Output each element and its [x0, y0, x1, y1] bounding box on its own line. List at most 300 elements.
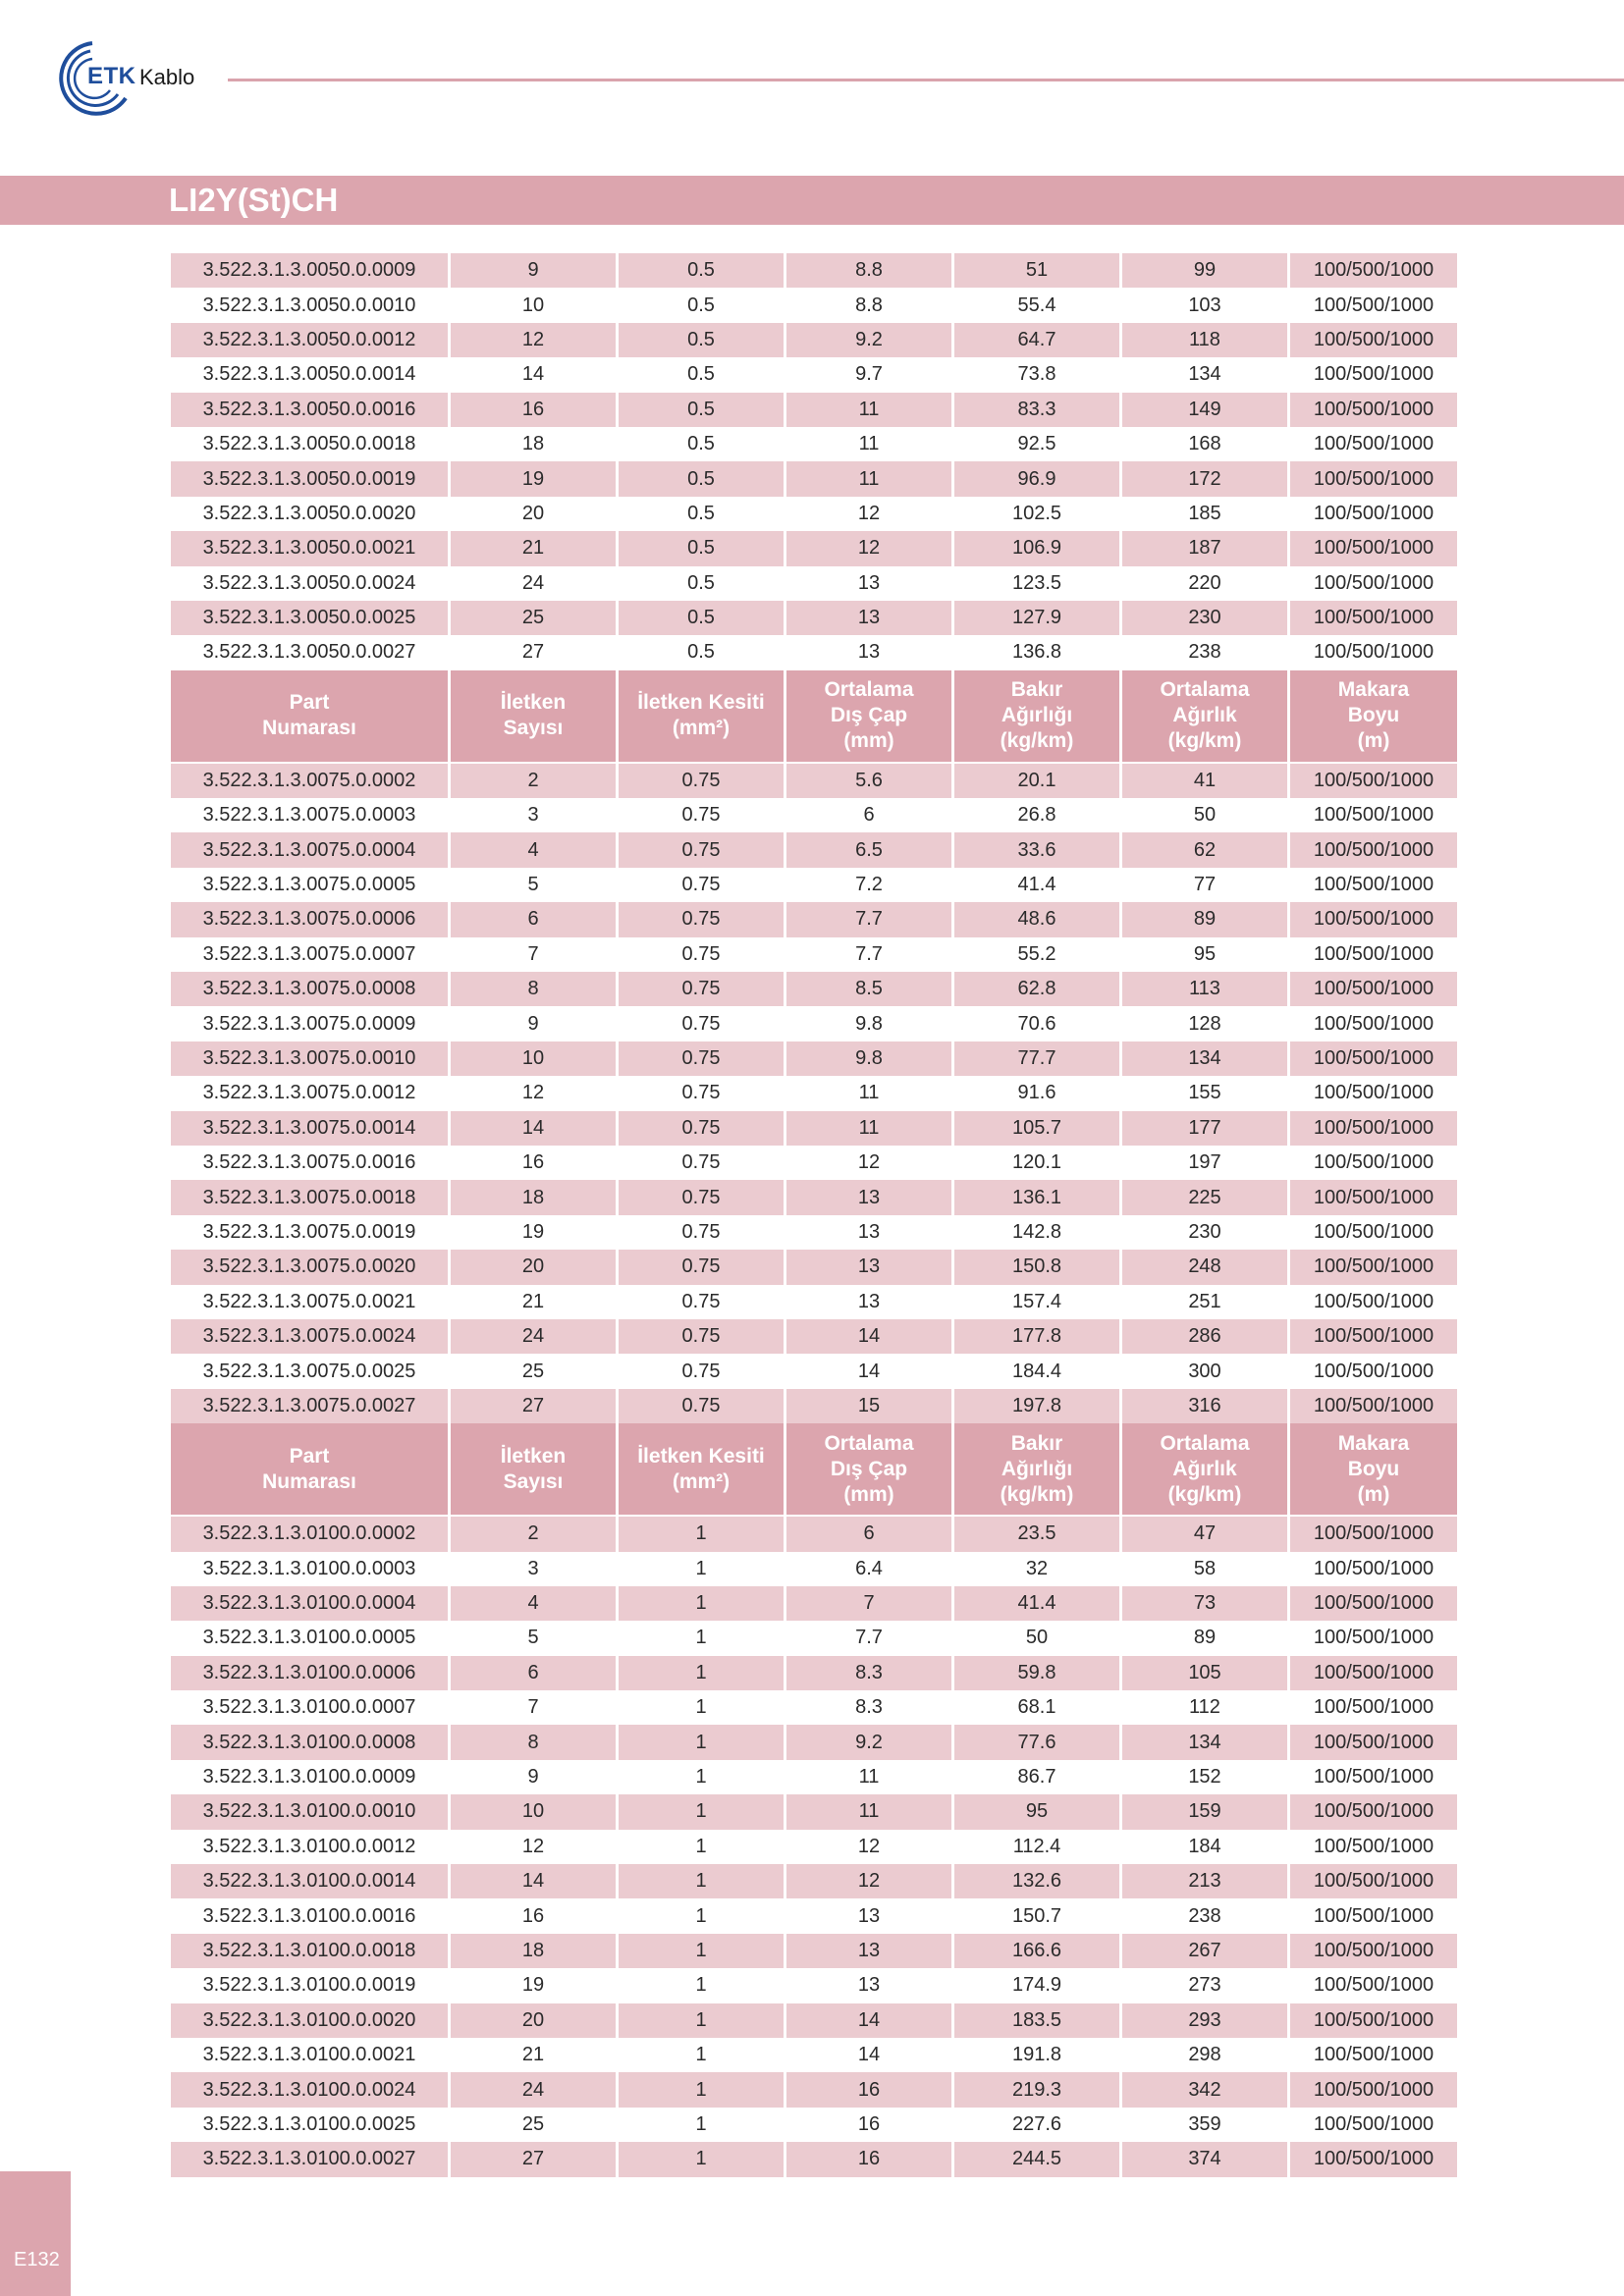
table-cell: 14: [786, 1354, 954, 1388]
table-cell: 9: [451, 1006, 619, 1041]
table-cell: 13: [786, 1215, 954, 1250]
table-cell: 136.1: [954, 1180, 1122, 1214]
table-cell: 100/500/1000: [1290, 1586, 1457, 1621]
table-cell: 62.8: [954, 972, 1122, 1006]
table-cell: 3.522.3.1.3.0100.0.0014: [171, 1864, 451, 1898]
table-cell: 9: [451, 1760, 619, 1794]
table-cell: 11: [786, 427, 954, 461]
table-cell: 3.522.3.1.3.0075.0.0014: [171, 1111, 451, 1146]
table-cell: 100/500/1000: [1290, 2142, 1457, 2176]
column-header: Part Numarası: [171, 670, 451, 762]
table-cell: 100/500/1000: [1290, 1968, 1457, 2002]
table-cell: 1: [619, 2142, 786, 2176]
table-row: [171, 1111, 1457, 1146]
table-cell: 3.522.3.1.3.0050.0.0024: [171, 566, 451, 601]
table-cell: 13: [786, 1968, 954, 2002]
table-cell: 168: [1122, 427, 1290, 461]
table-row: [171, 497, 1457, 531]
table-cell: 100/500/1000: [1290, 1389, 1457, 1423]
table-cell: 16: [451, 1146, 619, 1180]
column-header: Ortalama Ağırlık (kg/km): [1122, 670, 1290, 762]
table-cell: 16: [451, 1898, 619, 1933]
table-row: [171, 1285, 1457, 1319]
table-cell: 3.522.3.1.3.0075.0.0010: [171, 1041, 451, 1076]
table-cell: 248: [1122, 1250, 1290, 1284]
table-cell: 18: [451, 1934, 619, 1968]
table-row: [171, 902, 1457, 936]
table-cell: 70.6: [954, 1006, 1122, 1041]
table-cell: 8.3: [786, 1690, 954, 1725]
table-cell: 1: [619, 1725, 786, 1759]
table-cell: 0.75: [619, 764, 786, 798]
table-cell: 0.5: [619, 531, 786, 565]
table-cell: 4: [451, 832, 619, 867]
column-header: Bakır Ağırlığı (kg/km): [954, 670, 1122, 762]
table-cell: 13: [786, 635, 954, 669]
table-row: [171, 1586, 1457, 1621]
table-cell: 120.1: [954, 1146, 1122, 1180]
table-cell: 132.6: [954, 1864, 1122, 1898]
table-cell: 24: [451, 2072, 619, 2107]
table-cell: 3.522.3.1.3.0050.0.0021: [171, 531, 451, 565]
table-cell: 150.8: [954, 1250, 1122, 1284]
table-cell: 0.75: [619, 1250, 786, 1284]
table-cell: 0.5: [619, 357, 786, 392]
table-cell: 1: [619, 1586, 786, 1621]
table-cell: 16: [786, 2108, 954, 2142]
table-cell: 0.5: [619, 566, 786, 601]
column-header: Makara Boyu (m): [1290, 670, 1457, 762]
cable-spec-table: [171, 253, 1457, 2177]
table-cell: 3.522.3.1.3.0075.0.0004: [171, 832, 451, 867]
table-cell: 62: [1122, 832, 1290, 867]
table-cell: 100/500/1000: [1290, 1656, 1457, 1690]
table-row: [171, 1006, 1457, 1041]
table-cell: 100/500/1000: [1290, 288, 1457, 322]
table-cell: 14: [786, 1319, 954, 1354]
table-row: [171, 288, 1457, 322]
table-cell: 100/500/1000: [1290, 393, 1457, 427]
column-header: Makara Boyu (m): [1290, 1423, 1457, 1515]
table-cell: 1: [619, 1760, 786, 1794]
table-cell: 191.8: [954, 2038, 1122, 2072]
table-cell: 100/500/1000: [1290, 1250, 1457, 1284]
table-cell: 3.522.3.1.3.0075.0.0008: [171, 972, 451, 1006]
table-cell: 3.522.3.1.3.0075.0.0009: [171, 1006, 451, 1041]
table-cell: 0.75: [619, 937, 786, 972]
table-cell: 1: [619, 2038, 786, 2072]
table-cell: 2: [451, 1517, 619, 1551]
table-cell: 3.522.3.1.3.0075.0.0020: [171, 1250, 451, 1284]
table-cell: 3: [451, 1552, 619, 1586]
table-cell: 3.522.3.1.3.0100.0.0012: [171, 1830, 451, 1864]
table-cell: 100/500/1000: [1290, 357, 1457, 392]
table-cell: 41: [1122, 764, 1290, 798]
table-cell: 20: [451, 1250, 619, 1284]
table-cell: 134: [1122, 1041, 1290, 1076]
table-cell: 12: [451, 1076, 619, 1110]
table-row: [171, 832, 1457, 867]
table-cell: 10: [451, 1041, 619, 1076]
table-cell: 7: [451, 937, 619, 972]
table-cell: 3.522.3.1.3.0050.0.0014: [171, 357, 451, 392]
column-header: Bakır Ağırlığı (kg/km): [954, 1423, 1122, 1515]
table-cell: 105: [1122, 1656, 1290, 1690]
page-tab: [0, 2171, 71, 2296]
table-cell: 100/500/1000: [1290, 1180, 1457, 1214]
table-cell: 23.5: [954, 1517, 1122, 1551]
table-cell: 25: [451, 1354, 619, 1388]
table-cell: 5.6: [786, 764, 954, 798]
table-cell: 3.522.3.1.3.0050.0.0012: [171, 323, 451, 357]
table-cell: 15: [786, 1389, 954, 1423]
table-cell: 155: [1122, 1076, 1290, 1110]
table-cell: 16: [786, 2072, 954, 2107]
table-cell: 12: [786, 531, 954, 565]
table-cell: 136.8: [954, 635, 1122, 669]
table-row: [171, 2003, 1457, 2038]
table-cell: 3.522.3.1.3.0075.0.0018: [171, 1180, 451, 1214]
table-cell: 3.522.3.1.3.0100.0.0009: [171, 1760, 451, 1794]
table-cell: 1: [619, 1690, 786, 1725]
table-cell: 127.9: [954, 601, 1122, 635]
table-cell: 0.5: [619, 253, 786, 288]
table-cell: 89: [1122, 902, 1290, 936]
table-cell: 3.522.3.1.3.0100.0.0025: [171, 2108, 451, 2142]
table-cell: 359: [1122, 2108, 1290, 2142]
table-cell: 238: [1122, 635, 1290, 669]
table-cell: 106.9: [954, 531, 1122, 565]
table-cell: 134: [1122, 357, 1290, 392]
table-cell: 112.4: [954, 1830, 1122, 1864]
table-row: [171, 1725, 1457, 1759]
table-cell: 59.8: [954, 1656, 1122, 1690]
table-cell: 100/500/1000: [1290, 868, 1457, 902]
table-cell: 3.522.3.1.3.0050.0.0016: [171, 393, 451, 427]
table-cell: 1: [619, 2072, 786, 2107]
column-header: İletken Kesiti (mm²): [619, 1423, 786, 1515]
table-cell: 3.522.3.1.3.0075.0.0006: [171, 902, 451, 936]
table-row: [171, 427, 1457, 461]
logo-word: Kablo: [139, 65, 195, 89]
table-cell: 25: [451, 601, 619, 635]
table-cell: 1: [619, 1656, 786, 1690]
table-cell: 100/500/1000: [1290, 1517, 1457, 1551]
table-row: [171, 1552, 1457, 1586]
table-cell: 13: [786, 601, 954, 635]
table-cell: 13: [786, 1250, 954, 1284]
table-row: [171, 1830, 1457, 1864]
table-cell: 3.522.3.1.3.0100.0.0016: [171, 1898, 451, 1933]
table-cell: 13: [786, 1898, 954, 1933]
table-cell: 100/500/1000: [1290, 1354, 1457, 1388]
table-cell: 100/500/1000: [1290, 1794, 1457, 1829]
table-cell: 174.9: [954, 1968, 1122, 2002]
table-cell: 41.4: [954, 868, 1122, 902]
table-cell: 11: [786, 1076, 954, 1110]
table-cell: 100/500/1000: [1290, 635, 1457, 669]
table-cell: 12: [786, 1146, 954, 1180]
table-cell: 55.2: [954, 937, 1122, 972]
table-row: [171, 1968, 1457, 2002]
table-cell: 0.5: [619, 427, 786, 461]
column-header: İletken Sayısı: [451, 670, 619, 762]
table-cell: 100/500/1000: [1290, 497, 1457, 531]
table-row: [171, 357, 1457, 392]
table-cell: 100/500/1000: [1290, 1285, 1457, 1319]
table-cell: 128: [1122, 1006, 1290, 1041]
table-cell: 0.5: [619, 393, 786, 427]
table-cell: 9.2: [786, 323, 954, 357]
table-cell: 73.8: [954, 357, 1122, 392]
table-cell: 47: [1122, 1517, 1290, 1551]
table-cell: 152: [1122, 1760, 1290, 1794]
table-cell: 14: [786, 2038, 954, 2072]
table-row: [171, 1864, 1457, 1898]
table-cell: 100/500/1000: [1290, 1898, 1457, 1933]
table-cell: 100/500/1000: [1290, 1319, 1457, 1354]
table-cell: 0.75: [619, 1389, 786, 1423]
table-cell: 238: [1122, 1898, 1290, 1933]
table-cell: 11: [786, 1760, 954, 1794]
table-cell: 77.6: [954, 1725, 1122, 1759]
table-cell: 19: [451, 1968, 619, 2002]
table-cell: 3.522.3.1.3.0075.0.0024: [171, 1319, 451, 1354]
table-row: [171, 972, 1457, 1006]
table-cell: 184.4: [954, 1354, 1122, 1388]
table-row: [171, 566, 1457, 601]
table-cell: 1: [619, 2003, 786, 2038]
table-cell: 197.8: [954, 1389, 1122, 1423]
table-row: [171, 253, 1457, 288]
table-cell: 342: [1122, 2072, 1290, 2107]
table-cell: 184: [1122, 1830, 1290, 1864]
table-cell: 177.8: [954, 1319, 1122, 1354]
table-row: [171, 1319, 1457, 1354]
table-row: [171, 1250, 1457, 1284]
table-cell: 134: [1122, 1725, 1290, 1759]
table-cell: 225: [1122, 1180, 1290, 1214]
table-cell: 19: [451, 1215, 619, 1250]
table-cell: 8: [451, 1725, 619, 1759]
table-cell: 3.522.3.1.3.0050.0.0020: [171, 497, 451, 531]
table-cell: 100/500/1000: [1290, 937, 1457, 972]
table-cell: 0.75: [619, 1076, 786, 1110]
table-cell: 300: [1122, 1354, 1290, 1388]
table-cell: 219.3: [954, 2072, 1122, 2107]
table-cell: 64.7: [954, 323, 1122, 357]
table-cell: 103: [1122, 288, 1290, 322]
table-row: [171, 1215, 1457, 1250]
table-cell: 0.5: [619, 601, 786, 635]
logo-mark: ETK: [87, 63, 136, 89]
table-cell: 118: [1122, 323, 1290, 357]
table-cell: 0.5: [619, 635, 786, 669]
table-cell: 3.522.3.1.3.0100.0.0004: [171, 1586, 451, 1621]
table-cell: 100/500/1000: [1290, 2072, 1457, 2107]
table-cell: 92.5: [954, 427, 1122, 461]
table-cell: 3.522.3.1.3.0100.0.0020: [171, 2003, 451, 2038]
table-cell: 3.522.3.1.3.0050.0.0019: [171, 461, 451, 496]
table-cell: 12: [786, 1830, 954, 1864]
table-cell: 16: [786, 2142, 954, 2176]
table-cell: 0.75: [619, 832, 786, 867]
column-header: Ortalama Dış Çap (mm): [786, 1423, 954, 1515]
table-row: [171, 1354, 1457, 1388]
table-cell: 14: [451, 1864, 619, 1898]
table-cell: 286: [1122, 1319, 1290, 1354]
table-cell: 113: [1122, 972, 1290, 1006]
column-header: İletken Kesiti (mm²): [619, 670, 786, 762]
table-cell: 6: [786, 798, 954, 832]
table-cell: 3.522.3.1.3.0100.0.0008: [171, 1725, 451, 1759]
table-row: [171, 601, 1457, 635]
table-cell: 12: [786, 497, 954, 531]
table-cell: 0.75: [619, 868, 786, 902]
table-cell: 0.75: [619, 1006, 786, 1041]
table-cell: 100/500/1000: [1290, 1864, 1457, 1898]
table-cell: 9: [451, 253, 619, 288]
table-row: [171, 323, 1457, 357]
table-cell: 100/500/1000: [1290, 1215, 1457, 1250]
table-cell: 8: [451, 972, 619, 1006]
table-cell: 7: [451, 1690, 619, 1725]
table-cell: 100/500/1000: [1290, 1934, 1457, 1968]
table-cell: 100/500/1000: [1290, 902, 1457, 936]
column-header: Part Numarası: [171, 1423, 451, 1515]
table-cell: 4: [451, 1586, 619, 1621]
table-cell: 8.8: [786, 288, 954, 322]
table-cell: 244.5: [954, 2142, 1122, 2176]
table-cell: 0.75: [619, 1180, 786, 1214]
table-cell: 55.4: [954, 288, 1122, 322]
table-cell: 21: [451, 1285, 619, 1319]
table-cell: 293: [1122, 2003, 1290, 2038]
table-cell: 220: [1122, 566, 1290, 601]
table-cell: 9.8: [786, 1041, 954, 1076]
column-header: Ortalama Ağırlık (kg/km): [1122, 1423, 1290, 1515]
table-cell: 3.522.3.1.3.0075.0.0019: [171, 1215, 451, 1250]
page-title: LI2Y(St)CH: [169, 182, 339, 218]
table-row: [171, 1041, 1457, 1076]
table-cell: 100/500/1000: [1290, 1552, 1457, 1586]
table-cell: 0.75: [619, 1146, 786, 1180]
table-cell: 1: [619, 1934, 786, 1968]
table-cell: 230: [1122, 1215, 1290, 1250]
table-cell: 3.522.3.1.3.0050.0.0009: [171, 253, 451, 288]
table-cell: 298: [1122, 2038, 1290, 2072]
table-cell: 185: [1122, 497, 1290, 531]
table-cell: 100/500/1000: [1290, 764, 1457, 798]
table-cell: 19: [451, 461, 619, 496]
table-row: [171, 461, 1457, 496]
table-cell: 58: [1122, 1552, 1290, 1586]
table-cell: 3.522.3.1.3.0050.0.0010: [171, 288, 451, 322]
table-cell: 1: [619, 1517, 786, 1551]
table-cell: 8.8: [786, 253, 954, 288]
table-cell: 11: [786, 393, 954, 427]
table-cell: 7.2: [786, 868, 954, 902]
table-cell: 100/500/1000: [1290, 1041, 1457, 1076]
table-cell: 1: [619, 1552, 786, 1586]
table-row: [171, 868, 1457, 902]
table-cell: 3.522.3.1.3.0050.0.0018: [171, 427, 451, 461]
table-cell: 8.3: [786, 1656, 954, 1690]
table-cell: 20.1: [954, 764, 1122, 798]
table-row: [171, 2108, 1457, 2142]
table-cell: 3.522.3.1.3.0100.0.0027: [171, 2142, 451, 2176]
table-cell: 6: [451, 902, 619, 936]
table-cell: 100/500/1000: [1290, 1076, 1457, 1110]
table-cell: 3.522.3.1.3.0100.0.0021: [171, 2038, 451, 2072]
table-cell: 213: [1122, 1864, 1290, 1898]
table-row: [171, 635, 1457, 669]
table-cell: 13: [786, 1180, 954, 1214]
table-row: [171, 1180, 1457, 1214]
table-cell: 3.522.3.1.3.0100.0.0007: [171, 1690, 451, 1725]
table-cell: 3.522.3.1.3.0075.0.0003: [171, 798, 451, 832]
table-row: [171, 531, 1457, 565]
table-cell: 3.522.3.1.3.0100.0.0005: [171, 1621, 451, 1655]
table-cell: 13: [786, 1285, 954, 1319]
table-cell: 3.522.3.1.3.0100.0.0018: [171, 1934, 451, 1968]
table-row: [171, 798, 1457, 832]
table-cell: 21: [451, 2038, 619, 2072]
table-row: [171, 2142, 1457, 2176]
table-cell: 100/500/1000: [1290, 1690, 1457, 1725]
table-cell: 100/500/1000: [1290, 253, 1457, 288]
table-row: [171, 1656, 1457, 1690]
table-row: [171, 2072, 1457, 2107]
table-cell: 24: [451, 566, 619, 601]
table-cell: 26.8: [954, 798, 1122, 832]
table-cell: 6.4: [786, 1552, 954, 1586]
table-cell: 16: [451, 393, 619, 427]
table-cell: 86.7: [954, 1760, 1122, 1794]
table-cell: 10: [451, 1794, 619, 1829]
table-cell: 95: [1122, 937, 1290, 972]
header-divider: [228, 79, 1624, 81]
table-cell: 95: [954, 1794, 1122, 1829]
table-cell: 18: [451, 427, 619, 461]
table-cell: 100/500/1000: [1290, 566, 1457, 601]
column-header: Ortalama Dış Çap (mm): [786, 670, 954, 762]
table-cell: 100/500/1000: [1290, 323, 1457, 357]
table-cell: 267: [1122, 1934, 1290, 1968]
table-row: [171, 1517, 1457, 1551]
table-cell: 3.522.3.1.3.0100.0.0024: [171, 2072, 451, 2107]
table-cell: 230: [1122, 601, 1290, 635]
table-cell: 27: [451, 2142, 619, 2176]
table-cell: 0.75: [619, 972, 786, 1006]
table-cell: 3.522.3.1.3.0075.0.0002: [171, 764, 451, 798]
table-cell: 0.75: [619, 902, 786, 936]
table-cell: 142.8: [954, 1215, 1122, 1250]
column-header: İletken Sayısı: [451, 1423, 619, 1515]
table-row: [171, 1621, 1457, 1655]
table-cell: 7.7: [786, 902, 954, 936]
table-cell: 11: [786, 1111, 954, 1146]
table-cell: 100/500/1000: [1290, 1830, 1457, 1864]
table-cell: 50: [1122, 798, 1290, 832]
table-cell: 100/500/1000: [1290, 461, 1457, 496]
table-header-row: [171, 1423, 1457, 1515]
table-cell: 0.5: [619, 497, 786, 531]
table-cell: 12: [786, 1864, 954, 1898]
table-cell: 18: [451, 1180, 619, 1214]
table-cell: 100/500/1000: [1290, 2108, 1457, 2142]
page-number: E132: [14, 2249, 60, 2270]
